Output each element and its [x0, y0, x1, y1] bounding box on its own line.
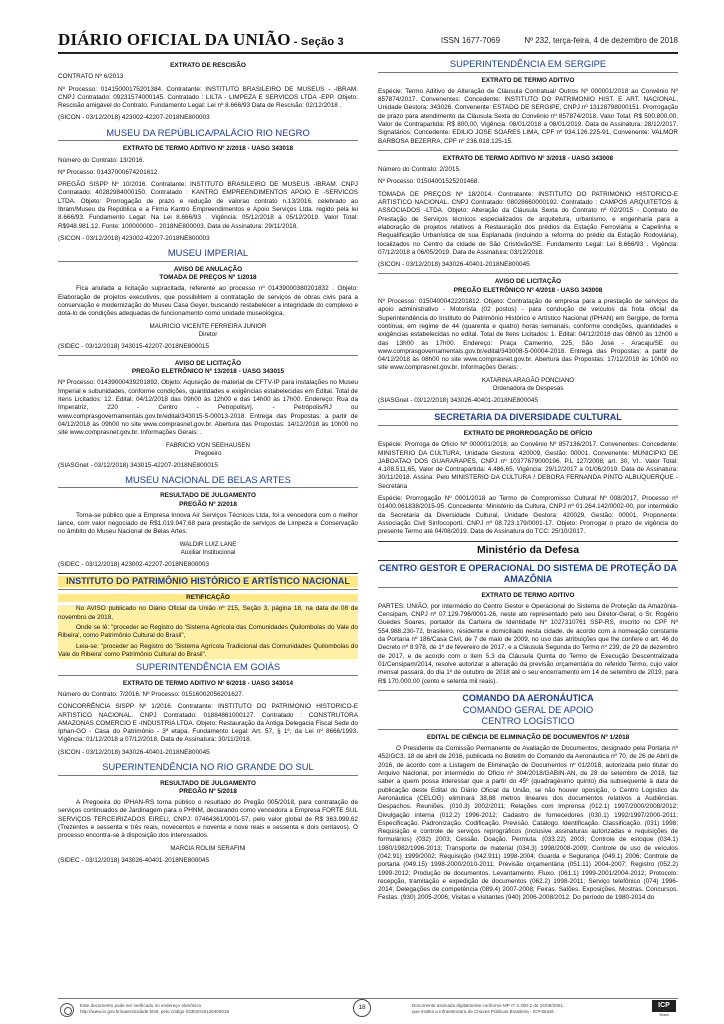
divider [378, 273, 678, 274]
divider [58, 589, 358, 590]
sidec-reference: (SIDEC - 03/12/2018) 343026-40401-2018NE800045 [58, 856, 209, 864]
sidec-reference: (SIDEC - 03/12/2018) 423002-42207-2018NE800003 [58, 560, 209, 568]
org-comando-aeronautica: COMANDO DA AERONÁUTICA [462, 692, 594, 703]
aditivo-text: TOMADA DE PREÇOS Nº 18/2014. Contratante: INSTITUTO DO PATRIMONIO HISTORICO-E ARTISTICO NACIONAL. CNPJ Contratado: 08028660000192. Contratado : CAMPOS ARQUITETOS & ASSOCIADOS -LTDA. Objeto: Alteração da Cláusula Sexta do Contrato nº 02/2015 - Contrato de Prestação de Serviços técnicos especializados de arquitetura, urbanismo, e engenharia para a elaboração de projetos relativos à Restauração dos prédios da Estação Ferroviária e Capelinha e Requalificação Urbanística de sua Esplanada (incluindo a reforma do prédio da Estação Rodoviária), localizados no Centro da cidade de São Cristóvão/SE. Fundamento Legal: Lei 8.666/93 . Vigência: 07/12/2018 a 06/05/2019. Data de Assinatura: 03/12/2018. [378, 190, 678, 256]
org-iphan: INSTITUTO DO PATRIMÔNIO HISTÓRICO E ARTÍSTICO NACIONAL [58, 576, 358, 587]
heading-resultado-julgamento: RESULTADO DE JULGAMENTO [160, 492, 256, 500]
divider [378, 587, 678, 588]
sicon-reference: (SICON - 03/12/2018) 423002-42207-2018NE800003 [58, 234, 210, 242]
left-column [58, 58, 358, 869]
icp-brasil-logo-icon [652, 1000, 676, 1018]
org-superintendencia-goias: SUPERINTENDÊNCIA EM GOIÁS [135, 661, 281, 673]
rescission-text: Nº Processo: 01415000175201384. Contratante: INSTITUTO BRASILEIRO DE MUSEUS - -IBRAM. CNPJ Contratado: 09231574000145. Contratado : LILTA - LIMPEZA E SERVICOS LTDA -EPP. Objeto: Rescisão amigável do Contrato. Fundamento Legal: Lei nº 8.666/93 Data de Rescisão: 02/12/2018 . [58, 85, 358, 110]
icp-logo-text: ICP [652, 1000, 676, 1012]
org-secretaria-diversidade: SECRETARIA DA DIVERSIDADE CULTURAL [434, 412, 622, 422]
journal-title [58, 30, 344, 50]
divider [378, 409, 678, 410]
siasgnet-reference: (SIASGnet - 03/12/2018) 343026-40401-2018NE800045 [378, 396, 538, 404]
divider [58, 355, 358, 356]
divider [58, 573, 358, 574]
process-number: Nº Processo: 01437000674201612. [58, 168, 160, 176]
julgamento-text: A Pregoeira do IPHAN-RS torna público o resultado do Pregão 005/2018, para contratação de serviços continuados de Jardinagem para o PHNM, declarando como vencedora a Empresa FORTE SUL SERVIÇOS TERCEIRIZADOS EIRELI, CNPJ: 07464361/0001-57, pelo valor global de R$ 363.999,62 (Trezentos e sessenta e três reais, novecentos e noventa e nove reais e sessenta e dois centavos). O processo encontra-se à disposição dos interessados. [58, 799, 358, 840]
page-number: 18 [353, 999, 371, 1017]
divider [378, 425, 678, 426]
heading-termo-aditivo: EXTRATO DE TERMO ADITIVO [481, 591, 575, 599]
footer-signature-note [412, 1003, 642, 1015]
heading-retificacao: RETIFICAÇÃO [58, 594, 358, 602]
section-label: - Seção 3 [293, 36, 344, 48]
divider [378, 560, 678, 561]
siasgnet-reference: (SIASGnet - 03/12/2018) 343015-42207-2018NE800015 [58, 461, 218, 469]
heading-pregao-eletronico: PREGÃO ELETRÔNICO Nº 4/2018 - UASG 343008 [453, 286, 603, 294]
org-censipam: CENTRO GESTOR E OPERACIONAL DO SISTEMA DE PROTEÇÃO DA AMAZÔNIA [379, 562, 677, 584]
org-museu-imperial: MUSEU IMPERIAL [167, 247, 249, 259]
signer-name: KATARINA ARAGÃO PONCIANO [481, 376, 575, 384]
heading-pregao: PREGÃO Nº 5/2018 [179, 787, 237, 795]
retificacao-highlight [58, 605, 358, 659]
sicon-reference: (SICON - 03/12/2018) 423002-42207-2018NE800003 [58, 114, 210, 122]
divider [58, 261, 358, 262]
contract-number: Número do Contrato: 13/2016. [58, 156, 145, 164]
footer-left-line2: http://www.in.gov.br/autenticidade.html, pelo código 03302018120400018 [80, 1009, 230, 1014]
julgamento-text: Torna-se público que a Empresa Innova Air Serviços Técnicos Ltda, foi a vencedora com o melhor lance, com valor negociado de R$1.019.947,68 para prestação de serviços de Limpeza e Conservação no âmbito do Museu Nacional de Belas Artes. [58, 511, 358, 536]
process-number: Nº Processo: 01504001525201468. [378, 178, 480, 186]
retificacao-leia-se: Leia-se: "proceder ao Registro do 'Sistema Agrícola Tradicional das Comunidades Quilombolas do Vale do Ribeira' como Patrimônio Cultural do Brasil". [58, 642, 358, 658]
signer-role: Ordenadora de Despesas [492, 384, 564, 392]
heading-tomada-precos: TOMADA DE PREÇOS Nº 1/2018 [159, 274, 257, 282]
issn: ISSN 1677-7069 [440, 36, 501, 45]
footer-rule [58, 998, 678, 999]
footer-verification [80, 1003, 310, 1015]
heading-termo-aditivo: EXTRATO DE TERMO ADITIVO Nº 3/2018 - UASG 343008 [442, 154, 614, 162]
heading-pregao: PREGÃO Nº 2/2018 [179, 500, 237, 508]
footer-left-line1: Este documento pode ser verificado no endereço eletrônico [80, 1003, 202, 1008]
signer-name: MAURICIO VICENTE FERREIRA JUNIOR [149, 322, 267, 330]
journal-name: DIÁRIO OFICIAL DA UNIÃO [58, 30, 291, 49]
footer-right-line2: que institui a Infraestrutura de Chaves Públicas Brasileira - ICP-Brasil. [412, 1009, 555, 1014]
masthead [58, 30, 678, 52]
prorrogacao-text: Espécie: Prorroga de Ofício Nº 000001/2018, ao Convênio Nº 857136/2017. Convenentes: Concedente: MINISTERIO DA CULTURA, Unidade Gestora: 420009, Gestão: 00001. Convenente: MUNICIPIO DE JABOATAO DOS GUARARAPES, CNPJ nº 10377679000196. P.L 127/2008, art. 30, VI.. Valor Total: 4.108.511,65, Valor de Contrapartida: 4.486,65, Vigência: 29/12/2017 a 01/06/2019. Data de Assinatura: 30/11/2018. Assina: Pelo MINISTERIO DA CULTURA / DEBORA FERNANDA PINTO ALBUQUERQUE - Secretária [378, 441, 678, 490]
prorrogacao-tcc-text: Espécie: Prorrogação Nº 0001/2018 ao Termo de Compromisso Cultural Nº 008/2017, Processo nº 01400.061838/2015-95. Concedente: Ministério da Cultura, CNPJ nº 01.264.142/0002-00, por intermédio da Secretaria da Diversidade Cultural, Unidade Gestora: 420029, Gestão: 00001. Proponente: Associação Civil Sinfocoporti, CNPJ nº 08.723.179/0001-17. Objeto: Prorrogar o prazo de vigência do presente Termo até 04/08/2019. Data de Assinatura do TCC: 25/10/2017. [378, 495, 678, 536]
heading-resultado-julgamento: RESULTADO DE JULGAMENTO [160, 779, 256, 787]
divider [378, 541, 678, 542]
heading-prorrogacao: EXTRATO DE PRORROGAÇÃO DE OFÍCIO [463, 430, 593, 437]
heading-extrato-rescisao: EXTRATO DE RESCISÃO [170, 62, 246, 69]
edital-text: O Presidente da Comissão Permanente de Avaliação de Documentos, designado pela Portaria nº 452/GC3, 18 de abril de 2016, publicada no Boletim do Comando da Aeronáutica nº 70, de 26 de Abril de 2016, de acordo com a Listagem de Eliminação de Documentos nº 01/2018, autorizada pelo titular do Arquivo Nacional, por intermédio do Ofício nº 304/2018/GABIN-AN, de 28 de setembro de 2018, faz saber a quem possa interessar que a partir do 45º (quadragésimo quinto) dia subsequente à data de publicação deste Edital do Diário Oficial da União, se não houver oposição, o Centro Logístico da Aeronáutica (CELOG) eliminará 38,88 metros lineares dos documentos relativos a Audiências. Despachos. Reuniões. (010.3) 2002/2011; Relações com Imprensa (012.1) 1997/2000/2008/2012; Divulgação interna (012.2) 1996-2012; Cadastro de fornecedores (030.1) 1992/1997/2000-2011; Especificação. Padronização. Codificação. Previsão. Catálogo. Identificação. Classificação. (031) 1998; Requisição e controle de serviços reprográficos (inclusive assinaturas autorizadas e requisições de formulários) (032) 2003; Cessão. Doação. Permuta. (033.22) 2003; Controle de estoque (034.1) 1980/1982/1996-2013; Transporte de material (034.3) 1998/2008-2009; Controle de uso de veículos (042.91) 1999/2002; Requisição (042.911) 1998-2004; Guarda e Segurança (049.1) 2006; Controle de portaria (049.15) 1998-2000/2010-2011; Previsão orçamentária (051.11) 2004-2007; Registro (052.2) 1999-2012; Produção de documentos. Levantamento. Fluxo. (061.1) 1999-2001/2004-2012; Protocolo: recepção, tramitação e expedição de documentos (062.2) 1998-2011; Serviço telefônico (074) 1996-2014; Delegações de competência (089.4) 2007-2008; Feiras. Salões. Exposições. Mostras. Concursos. Festas. (930) 2005-2006; Visitas e visitantes (940) 2006-2008/2012. Do período de 1980-2014 do [378, 745, 678, 902]
contract-process: Número do Contrato: 7/2016. Nº Processo: 01516002056201627. [58, 690, 244, 698]
icp-logo-subtext: Brasil [659, 1013, 669, 1017]
censipam-text: PARTES: UNIÃO, por intermédio do Centro Gestor e Operacional do Sistema de Proteção da Amazônia-Censipam, CNPJ nº 07.129.796/0001-26, neste ato representado pelo seu Diretor-Geral, o Sr. Rogério Guedes Soares, portador da Carteira de Identidade Nº 1027310761 SSP-RS, inscrito no CPF Nº 554.988.230-72, brasileiro, residente e domiciliado nesta cidade, de acordo com a nomeação constante da Portaria nº 186/Casa Civil, de 7 de maio de 2009, no uso das atribuições que lhe confere o art. 46 do Decreto nº 8.978, de 1º de fevereiro de 2017, e a Cláusula Segunda do Termo nº 239, de 29 de dezembro de 2017, e de acordo com o item 5.3 da Cláusula Quinta do Termo de Execução Descentralizada 01/Censipam/2014, resolve autorizar a alteração da previsão orçamentária do referido Termo, cujo valor mensal passará, do dia 1º de outubro de 2018 até o seu encerramento em 14 de setembro de 2019, para R$ 170.000,00 (cento e setenta mil reais). [378, 602, 678, 685]
ministry-title: Ministério da Defesa [476, 543, 580, 556]
licitacao-text: Nº Processo: 01439000439201892. Objeto: Aquisição de material de CFTV-IP para instalações no Museu Imperial e subunidades, conforme condições, quantidades e exigências estabelecidas em Edital. Total de Itens Licitados: 12. Edital: 04/12/2018 das 09h00 às 12h00 e das 14h00 às 17h00. Endereço: Rua da Imperatriz, 220 - Centro - Petropolis/rj. - Petrópolis/RJ ou www.comprasgovernamentais.gov.br/edital/343015-5-00013-2018. Entrega das Propostas: a partir de 04/12/2018 às 09h00 no site www.comprasnet.gov.br. Abertura das Propostas: 14/12/2018 às 10h00 no site www.comprasnet.gov.br. Informações Gerais: . [58, 379, 358, 437]
org-museu-belas-artes: MUSEU NACIONAL DE BELAS ARTES [125, 473, 291, 485]
sicon-reference: (SICON - 03/12/2018) 343026-40401-2018NE800045 [58, 748, 210, 756]
divider [58, 775, 358, 776]
heading-aviso-anulacao: AVISO DE ANULAÇÃO [173, 265, 243, 273]
divider [378, 72, 678, 73]
aditivo-text: CONCORRÊNCIA SISPP Nº 1/2016. Contratante: INSTITUTO DO PATRIMONIO HISTORICO-E ARTISTICO NACIONAL. CNPJ Contratado: 01884861000127. Contratado : CONSTRUTORA AMAZONAS COMERCIO E -INDUSTRIA LTDA. Objeto: Restauração da Antiga Delegacia Fiscal Sede do Iphan-GO - Casa do Patrimônio - 3ª etapa. Fundamento Legal: Art. 57, § 1º, da Lei nº 8666/1993. Vigência: 01/12/2018 a 07/12/2018. Data de Assinatura: 30/11/2018. [58, 703, 358, 744]
aditivo-text: PREGÃO SISPP Nº 10/2016. Contratante: INSTITUTO BRASILEIRO DE MUSEUS -IBRAM. CNPJ Contratado: 40282984000150. Contratado : KANTRO EMPREENDIMENTOS APOIO E -SERVICOS LTDA. Objeto: Prorrogação de prazo e redução de valorao contrato n.13/2016, celebrado ao Ibram/Museu da República e a Firma Kantro Empreendimentos e Apoio Serviços Ltda. regido pela lei 8.666/93. Fundamento Legal: Na Lei 8.666/93 . Vigência: 05/12/2018 a 05/12/2019. Valor Total: R$948.981,12. Fonte: 100000000 - 2018NE800003. Data de Assinatura: 29/11/2018. [58, 181, 358, 230]
heading-termo-aditivo: EXTRATO DE TERMO ADITIVO Nº 2/2018 - UASG 343018 [122, 145, 294, 153]
heading-termo-aditivo: EXTRATO DE TERMO ADITIVO Nº 6/2018 - UASG 343014 [122, 679, 294, 687]
contract-number: CONTRATO Nº 6/2013 [58, 73, 124, 81]
divider [58, 487, 358, 488]
signer-role: Pregoeiro [194, 449, 222, 457]
heading-edital-eliminacao: EDITAL DE CIÊNCIA DE ELIMINAÇÃO DE DOCUMENTOS Nº 1/2018 [426, 733, 630, 741]
signer-name: MARCIA ROLIM SERAFINI [170, 844, 246, 852]
divider [378, 150, 678, 151]
issue-meta [419, 36, 678, 45]
divider [378, 690, 678, 691]
licitacao-text: Nº Processo: 01504000422201812. Objeto: Contratação de empresa para a prestação de serviços de apoio administrativo - Motorista (02 postos) - para condução de veículos da frota oficial da Superintendência do Instituto do Patrimônio Histórico e Artístico Nacional (IPHAN) em Sergipe, de forma contínua, em regime de 44 (quarenta e quatro) horas semanais, conforme condições, quantidades e exigências estabelecidas no edital. Total de Itens Licitados: 1. Edital: 04/12/2018 das 08h00 às 12h00 e das 13h00 às 17h00. Endereço: Praça Camerino, 225, São José - Aracaju/SE ou www.comprasgovernamentais.gov.br/edital/343008-5-00004-2018. Entrega das Propostas: a partir de 04/12/2018 às 08h00 no site www.comprasnet.gov.br. Abertura das Propostas: 17/12/2018 às 10h00 no site www.comprasnet.gov.br. Informações Gerais: . [378, 298, 678, 372]
signer-name: FABRICIO VON SEEHAUSEN [166, 441, 250, 449]
divider [58, 675, 358, 676]
contract-number: Número do Contrato: 2/2015. [378, 166, 461, 174]
sicon-reference: (SICON - 03/12/2018) 343026-40401-2018NE800045 [378, 261, 530, 269]
heading-aviso-licitacao: AVISO DE LICITAÇÃO [494, 278, 562, 286]
org-museu-republica: MUSEU DA REPÚBLICA/PALÁCIO RIO NEGRO [106, 126, 310, 138]
org-comando-geral-apoio: COMANDO GERAL DE APOIO [462, 703, 594, 715]
org-centro-logistico: CENTRO LOGÍSTICO [481, 715, 575, 727]
signer-name: WALDIR LUIZ LANE [179, 540, 237, 548]
heading-termo-aditivo: EXTRATO DE TERMO ADITIVO [481, 76, 575, 84]
divider [58, 140, 358, 141]
heading-aviso-licitacao: AVISO DE LICITAÇÃO [174, 359, 242, 367]
retificacao-intro: No AVISO publicado no Diário Oficial da União nº 215, Seção 3, página 18, na data de 08 de novembro de 2018, [58, 605, 358, 621]
signer-role: Diretor [198, 330, 218, 338]
right-column [378, 58, 678, 907]
divider [378, 729, 678, 730]
coat-of-arms-icon [60, 1003, 74, 1017]
anulacao-text: Fica anulada a licitação supracitada, referente ao processo nº 01439000380201832 . Objeto: Elaboração de projetos executivos, que possibilitem a contratação de serviços de obras civis para a conservação e modernização do Museu Casa Geyer, buscando restabelecer a integridade do complexo e dotá-lo de condições adequadas de funcionamento como unidade museológica. [58, 285, 358, 318]
org-superintendencia-sergipe: SUPERINTENDÊNCIA EM SERGIPE [449, 58, 607, 69]
footer-right-line1: Documento assinado digitalmente conforme MP nº 2.200-2 de 24/08/2001, [412, 1003, 565, 1008]
signer-role: Auxiliar Institucional [180, 548, 236, 556]
org-superintendencia-rs: SUPERINTENDÊNCIA NO RIO GRANDE DO SUL [102, 761, 314, 773]
convenio-text: Espécie: Termo Aditivo de Alteração de Cláusula Contratual/ Outros Nº 000001/2018 ao Convênio Nº 857874/2017. Convenentes: Concedente: INSTITUTO DO PATRIMONIO HIST. E ART. NACIONAL, Unidade Gestora: 343026. Convenente: ESTADO DE SERGIPE, CNPJ nº 13128798000151. Prorrogação de prazo para atendimento da Cláusula Sexta do Convênio nº 857874/2018. Valor Total: R$ 500.800,00, Valor de Contrapartida: R$ 800,00, Vigência: 08/01/2018 a 08/01/2019. Data de Assinatura: 28/12/2017. Signatários: Concedente: EDILIO JOSE SOARES LIMA, CPF nº 934.126.225-91, Convenente: VALMOR BARBOSA BEZERRA, CPF nº 236.018.125-15. [378, 87, 678, 145]
issue-date: Nº 232, terça-feira, 4 de dezembro de 2018 [524, 36, 678, 45]
heading-pregao-eletronico: PREGÃO ELETRÔNICO Nº 13/2018 - UASG 343015 [131, 368, 285, 376]
retificacao-onde-se-le: Onde se lê: "proceder ao Registro do 'Sistema Agrícola das Comunidades Quilombolas do Vale do Ribeira', como Patrimônio Cultural do Brasil", [58, 623, 358, 640]
sidec-reference: (SIDEC - 03/12/2018) 343015-42207-2018NE800015 [58, 342, 209, 350]
masthead-rule [58, 52, 678, 54]
